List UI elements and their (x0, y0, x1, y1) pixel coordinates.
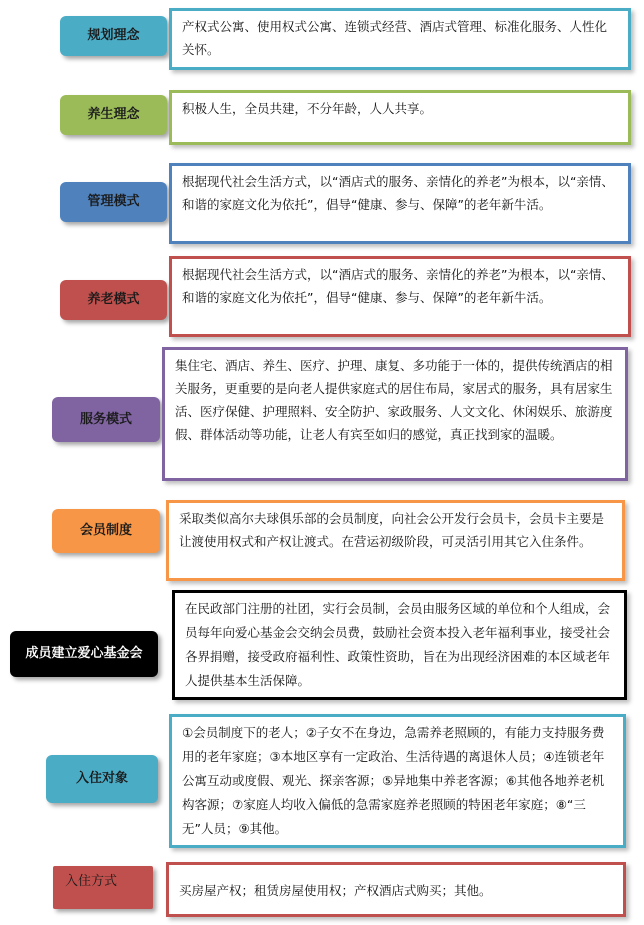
desc-charity-foundation: 在民政部门注册的社团，实行会员制，会员由服务区域的单位和个人组成，会员每年向爱心基金会交纳会员费，鼓励社会资本投入老年福利事业，接受社会各界捐赠，接受政府福利性、政策性资助，旨在为出现经济困难的本区域老年人提供基本生活保障。 (172, 590, 627, 700)
label-service-model: 服务模式 (52, 397, 160, 442)
label-wellness-concept: 养生理念 (60, 95, 167, 135)
desc-residence-method: 买房屋产权；租赁房屋使用权；产权酒店式购买；其他。 (166, 862, 626, 917)
label-membership-system: 会员制度 (52, 509, 160, 553)
desc-membership-system: 采取类似高尔夫球俱乐部的会员制度，向社会公开发行会员卡，会员卡主要是让渡使用权式和产权让渡式。在营运初级阶段，可灵活引用其它入住条件。 (166, 500, 625, 581)
label-residence-method: 入住方式 (53, 866, 153, 909)
desc-management-model: 根据现代社会生活方式，以“酒店式的服务、亲情化的养老”为根本，以“亲情、和谐的家庭文化为依托”，倡导“健康、参与、保障”的老年新牛活。 (169, 163, 631, 244)
desc-wellness-concept: 积极人生，全员共建，不分年龄，人人共享。 (169, 90, 631, 145)
label-management-model: 管理模式 (60, 182, 167, 222)
label-residents: 入住对象 (46, 755, 158, 803)
desc-residents: ①会员制度下的老人；②子女不在身边，急需养老照顾的，有能力支持服务费用的老年家庭；③本地区享有一定政治、生活待遇的离退休人员；④连锁老年公寓互动或度假、观光、探亲客源；⑤异地集中养老客源；⑥其他各地养老机构客源；⑦家庭人均收入偏低的急需家庭养老照顾的特困老年家庭；⑧“三无”人员；⑨其他。 (169, 714, 626, 848)
desc-planning-concept: 产权式公寓、使用权式公寓、连锁式经营、酒店式管理、标准化服务、人性化关怀。 (169, 8, 631, 70)
label-elderly-care-model: 养老模式 (60, 280, 167, 320)
label-planning-concept: 规划理念 (60, 16, 167, 56)
label-charity-foundation: 成员建立爱心基金会 (10, 631, 158, 677)
desc-elderly-care-model: 根据现代社会生活方式，以“酒店式的服务、亲情化的养老”为根本，以“亲情、和谐的家庭文化为依托”，倡导“健康、参与、保障”的老年新牛活。 (169, 256, 631, 337)
desc-service-model: 集住宅、酒店、养生、医疗、护理、康复、多功能于一体的，提供传统酒店的相关服务，更重要的是向老人提供家庭式的居住布局，家居式的服务，具有居家生活、医疗保健、护理照料、安全防护、家政服务、人文文化、休闲娱乐、旅游度假、群体活动等功能，让老人有宾至如归的感觉，真正找到家的温暖。 (162, 347, 628, 481)
